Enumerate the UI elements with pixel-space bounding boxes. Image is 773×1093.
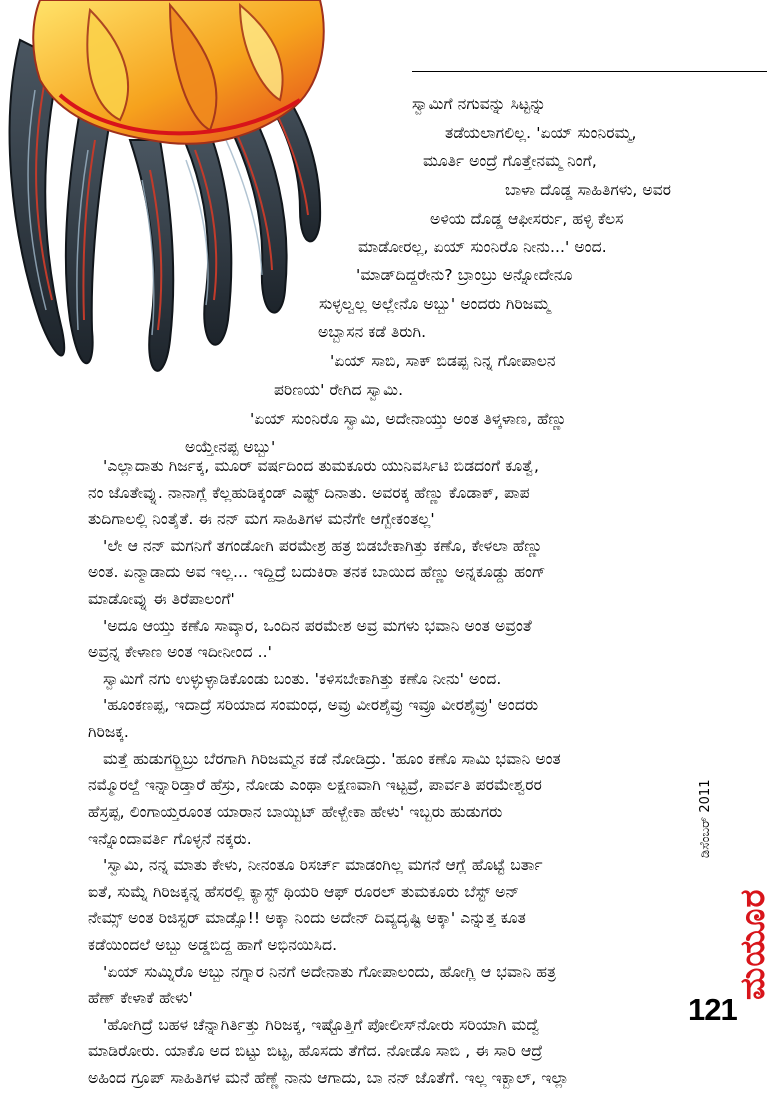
text-line: 'ಏಯ್ ಸಾಬಿ, ಸಾಕ್ ಬಿಡಪ್ಪ ನಿನ್ನ ಗೋಪಾಲನ	[330, 352, 556, 370]
text-line: ಅಹಿಂದ ಗ್ರೂಪ್ ಸಾಹಿತಿಗಳ ಮನೆ ಹೆಣ್ಣೆ ನಾನು ಆಗಾದು, ಬಾ ನನ್ ಜೊತೆಗೆ. ಇಲ್ಲ ಇಕ್ಬಾಲ್, ಇಲ್ಲಾ	[88, 1069, 569, 1087]
text-line: ಅಬ್ಬಾಸನ ಕಡೆ ತಿರುಗಿ.	[318, 323, 427, 341]
text-line: ತುದಿಗಾಲಲ್ಲಿ ನಿಂತೈತೆ. ಈ ನನ್ ಮಗ ಸಾಹಿತಿಗಳ ಮನೆಗೇ ಆಗ್ಬೇಕಂತಲ್ಲ'	[88, 510, 435, 528]
text-line: ಅವ್ರನ್ನ ಕೇಳಾಣ ಅಂತ ಇದೀನೀಂದ ..'	[88, 643, 273, 661]
text-line: 'ಅದೂ ಆಯ್ತು ಕಣೊ ಸಾವ್ಕಾರ, ಒಂದಿನ ಪರಮೇಶ ಅವ್ರ ಮಗಳು ಭವಾನಿ ಅಂತ ಅವ್ರಂತೆ	[103, 617, 532, 635]
text-line: 'ಸ್ವಾಮಿ, ನನ್ನ ಮಾತು ಕೇಳು, ನೀನಂತೂ ರಿಸರ್ಚ್ ಮಾಡಂಗಿಲ್ಲ ಮಗನೆ ಆಗ್ಲೆ ಹೊಟ್ಟೆ ಬರ್ತಾ	[103, 856, 543, 874]
text-line: ನಂ ಜೊತೇವ್ನು. ನಾನಾಗ್ಲೆ ಕೆಲ್ಲಹುಡಿಕ್ಕಂಡ್ ಎಷ್ಟ್ ದಿನಾತು. ಅವರಕ್ಕ ಹೆಣ್ಣು ಕೊಡಾಕ್, ಪಾಪ	[88, 484, 530, 502]
text-line: ಮೂರ್ತಿ ಅಂದ್ರೆ ಗೊತ್ತೇನಮ್ಮ ನಿಂಗೆ,	[423, 152, 597, 170]
text-line: 'ಏಯ್ ಸುಂನಿರೊ ಸ್ವಾಮಿ, ಅದೇನಾಯ್ತು ಅಂತ ತಿಳ್ಕಳಾಣ, ಹೆಣ್ಣು	[250, 410, 567, 428]
text-line: ಮತ್ತೆ ಹುಡುಗರ್‍ಬ್ರಿಬ್ರು ಬೆರಗಾಗಿ ಗಿರಿಜಮ್ಮನ ಕಡೆ ನೋಡಿದ್ರು. 'ಹೂಂ ಕಣೊ ಸಾಮಿ ಭವಾನಿ ಅಂತ	[103, 750, 561, 768]
text-line: ಅಯ್ತೇನಪ್ಪ ಅಬ್ಬು'	[185, 438, 276, 456]
text-line: ಸ್ವಾಮಿಗೆ ನಗು ಉಳ್ಳುಳ್ಳಾಡಿಕೊಂಡು ಬಂತು. 'ಕಳಿಸಬೇಕಾಗಿತ್ತು ಕಣೊ ನೀನು' ಅಂದ.	[103, 670, 502, 688]
text-line: ಹೆಣ್ ಕೇಳಾಕೆ ಹೇಳು'	[88, 989, 193, 1007]
text-line: ಸುಳ್ಳಲ್ವಲ್ಲ ಅಲ್ಲೇನೊ ಅಬ್ಬು' ಅಂದರು ಗಿರಿಜಮ್ಮ	[319, 295, 551, 313]
text-line: ಅಳಿಯ ದೊಡ್ಡ ಆಫೀಸರ್ರು, ಹಳ್ಳಿ ಕೆಲಸ	[430, 210, 624, 228]
text-line: 'ಏಯ್ ಸುಮ್ನಿರೊ ಅಬ್ಬು ನಗ್ನಾರ ನಿನಗೆ ಅದೇನಾತು ಗೋಪಾಲಂದು, ಹೋಗ್ಲಿ ಆ ಭವಾನಿ ಹತ್ರ	[103, 963, 557, 981]
page-number: 121	[688, 992, 737, 1027]
text-line: ಇನ್ನೊಂದಾವರ್ತಿ ಗೊಳ್ಳನೆ ನಕ್ಕರು.	[88, 830, 252, 848]
text-line: 'ಲೇ ಆ ನನ್ ಮಗನಿಗೆ ತಗಂಡೋಗಿ ಪರಮೇಶ್ರ ಹತ್ರ ಬಿಡಬೇಕಾಗಿತ್ತು ಕಣೊ, ಕೇಳಲಾ ಹೆಣ್ಣು	[103, 537, 543, 555]
magazine-logo: ಮಯೂರ	[733, 888, 773, 1000]
text-line: 'ಹೋಗಿದ್ರೆ ಬಹಳ ಚೆನ್ನಾಗಿರ್ತಿತ್ತು ಗಿರಿಜಕ್ಕ, ಇಷ್ಟೊತ್ತಿಗೆ ಪೋಲೀಸ್‌ನೋರು ಸರಿಯಾಗಿ ಮದ್ವೆ	[103, 1016, 540, 1034]
text-line: 'ಹೂಂಕಣಪ್ಪ, ಇದಾದ್ರೆ ಸರಿಯಾದ ಸಂಮಂಧ, ಅವ್ರು ವೀರಶೈವ್ರು ಇವ್ರೂ ವೀರಶೈವ್ರು' ಅಂದರು	[103, 696, 539, 714]
text-line: ನಮ್ಮೊರಲ್ದೆ ಇನ್ನಾರಿಡ್ತಾರೆ ಹೆಸ್ರು, ನೋಡು ಎಂಥಾ ಲಕ್ಷಣವಾಗಿ ಇಟ್ಟವ್ರೆ, ಪಾರ್ವತಿ ಪರಮೇಶ್ವರರ	[88, 776, 542, 794]
top-rule	[412, 71, 767, 72]
text-line: 'ಮಾಡ್‌ದಿದ್ದರೇನು? ಬ್ರಾಂಬ್ರು ಅನ್ನೋದೇನೂ	[356, 266, 573, 284]
text-line: ಕಡೆಯಿಂದಲೆ ಅಬ್ಬು ಅಡ್ಡಬಿದ್ದ ಹಾಗೆ ಅಭಿನಯಿಸಿದ.	[88, 936, 338, 954]
text-line: ಮಾಡೋವ್ನು ಈ ತಿರೆಪಾಲಂಗೆ'	[88, 590, 235, 608]
text-line: ಮಾಡೋರಲ್ಲ, ಏಯ್ ಸುಂನಿರೊ ನೀನು...' ಅಂದ.	[358, 238, 607, 256]
text-line: ಹೆಸ್ರಪ್ಪ, ಲಿಂಗಾಯ್ತರೂಂತ ಯಾರಾನ ಬಾಯ್ಬಿಟ್ ಹೇಳ್ಬೇಕಾ ಹೇಳು' ಇಬ್ಬರು ಹುಡುಗರು	[88, 803, 503, 821]
text-line: ಅಂತ. ಏನ್ಮಾಡಾದು ಅವ ಇಲ್ಲ... ಇದ್ದಿದ್ರೆ ಬದುಕಿರಾ ತನಕ ಬಾಯಿದ ಹೆಣ್ಣು ಅನ್ನಕೂಡ್ದು ಹಂಗ್	[88, 563, 546, 581]
text-line: ಐತೆ, ಸುಮ್ನೆ ಗಿರಿಜಕ್ಕನ್ನ ಹೆಸರಲ್ಲಿ ಕ್ಯಾಸ್ಟ್ ಥಿಯರಿ ಆಫ್ ರೂರಲ್ ತುಮಕೂರು ಬೆಸ್ಟ್ ಅನ್	[88, 883, 520, 901]
text-line: ಬಾಳಾ ದೊಡ್ಡ ಸಾಹಿತಿಗಳು, ಅವರ	[505, 181, 672, 199]
issue-date: ಡಿಸೆಂಬರ್ 2011	[698, 779, 713, 858]
text-line: ನೇಮ್ಸ್ ಅಂತ ರಿಜಿಸ್ಟರ್ ಮಾಡ್ಸೊ!! ಅಕ್ಕಾ ನಿಂದು ಅದೇನ್ ದಿವ್ಯದೃಷ್ಟಿ ಅಕ್ಕಾ' ಎನ್ನುತ್ತ ಕೂತ	[88, 909, 526, 927]
text-line: ಪರಿಣಯ' ರೇಗಿದ ಸ್ವಾಮಿ.	[274, 381, 404, 399]
text-line: ಸ್ವಾಮಿಗೆ ನಗುವನ್ನು ಸಿಟ್ಟನ್ನು	[412, 95, 546, 113]
text-line: ಮಾಡಿರೋರು. ಯಾಕೊ ಅದ ಬಿಟ್ಟು ಬಿಟ್ಟ, ಹೊಸದು ತೆಗೆದ. ನೋಡೊ ಸಾಬಿ , ಈ ಸಾರಿ ಆದ್ರೆ	[88, 1042, 543, 1060]
text-line: 'ಎಲ್ಲಾದಾತು ಗಿರ್ಜಕ್ಕ, ಮೂರ್ ವರ್ಷದಿಂದ ತುಮಕೂರು ಯುನಿವರ್ಸಿಟಿ ಬಿಡದಂಗೆ ಕೂತ್ವೆ,	[103, 457, 539, 475]
text-line: ತಡೆಯಲಾಗಲಿಲ್ಲ. 'ಏಯ್ ಸುಂನಿರಮ್ಮ,	[445, 124, 637, 142]
text-line: ಗಿರಿಜಕ್ಕ.	[88, 723, 129, 741]
